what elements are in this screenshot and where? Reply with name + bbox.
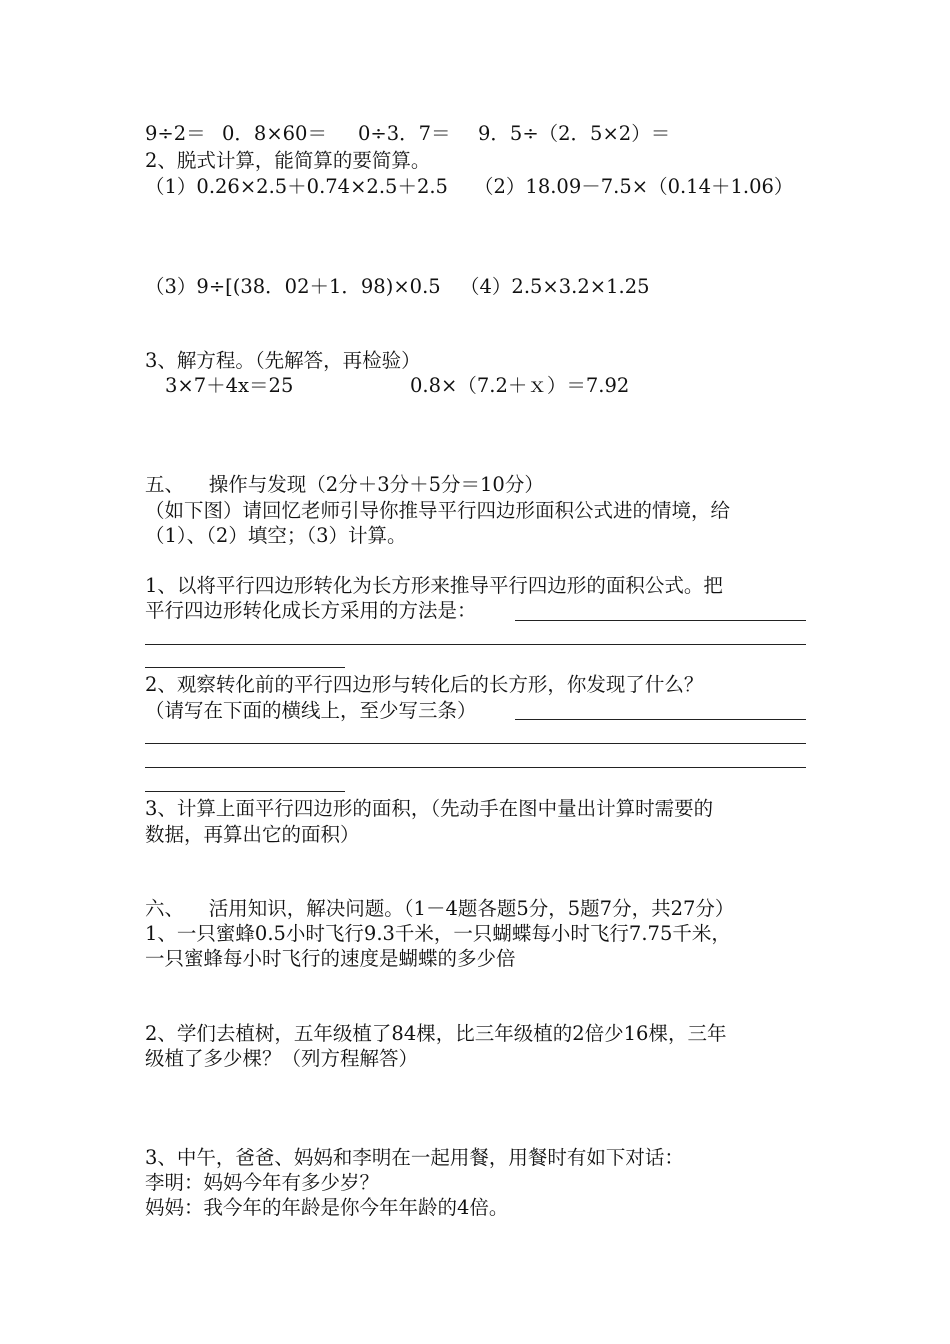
- answer-blank[interactable]: [145, 743, 806, 744]
- section6-q3-line2: 李明：妈妈今年有多少岁？: [145, 1171, 380, 1194]
- answer-blank[interactable]: [515, 719, 806, 720]
- section5-q1-line2: 平行四边形转化成长方采用的方法是：: [145, 599, 477, 622]
- answer-blank[interactable]: [145, 767, 806, 768]
- oral-calc-3: 0÷3．7＝: [358, 122, 451, 145]
- section5-q3-line1: 3、计算上面平行四边形的面积，（先动手在图中量出计算时需要的: [145, 797, 714, 820]
- section5-q3-line2: 数据，再算出它的面积）: [145, 823, 360, 846]
- calc-heading: 2、脱式计算，能简算的要简算。: [145, 149, 431, 172]
- section5-q2-line2: （请写在下面的横线上，至少写三条）: [145, 699, 477, 722]
- calc-problem-3: （3）9÷[(38．02＋1．98)×0.5: [145, 275, 441, 298]
- section5-q1-line1: 1、以将平行四边形转化为长方形来推导平行四边形的面积公式。把: [145, 574, 723, 597]
- oral-calc-1: 9÷2＝: [145, 122, 206, 145]
- equation-heading: 3、解方程。（先解答，再检验）: [145, 349, 421, 372]
- answer-blank[interactable]: [515, 620, 806, 621]
- section5-title: 五、 操作与发现（2分＋3分＋5分＝10分）: [145, 473, 544, 496]
- calc-problem-2: （2）18.09－7.5×（0.14＋1.06）: [474, 175, 794, 198]
- section6-q3-line1: 3、中午，爸爸、妈妈和李明在一起用餐，用餐时有如下对话：: [145, 1146, 684, 1169]
- section6-q2-line1: 2、学们去植树，五年级植了84棵，比三年级植的2倍少16棵，三年: [145, 1022, 727, 1045]
- section5-intro-line2: （1）、（2）填空；（3）计算。: [145, 524, 407, 547]
- answer-blank[interactable]: [145, 644, 806, 645]
- answer-blank[interactable]: [145, 791, 345, 792]
- section6-q1-line1: 1、一只蜜蜂0.5小时飞行9.3千米，一只蝴蝶每小时飞行7.75千米，: [145, 922, 731, 945]
- answer-blank[interactable]: [145, 667, 345, 668]
- section5-q2-line1: 2、观察转化前的平行四边形与转化后的长方形，你发现了什么？: [145, 673, 704, 696]
- calc-problem-1: （1）0.26×2.5＋0.74×2.5＋2.5: [145, 175, 448, 198]
- equation-1: 3×7＋4x＝25: [165, 374, 294, 397]
- section6-q1-line2: 一只蜜蜂每小时飞行的速度是蝴蝶的多少倍: [145, 947, 516, 970]
- equation-2: 0.8×（7.2＋ｘ）＝7.92: [410, 374, 630, 397]
- section6-title: 六、 活用知识，解决问题。（1－4题各题5分，5题7分，共27分）: [145, 897, 735, 920]
- oral-calc-2: 0．8×60＝: [222, 122, 327, 145]
- section6-q3-line3: 妈妈：我今年的年龄是你今年年龄的4倍。: [145, 1196, 509, 1219]
- calc-problem-4: （4）2.5×3.2×1.25: [460, 275, 650, 298]
- oral-calc-4: 9．5÷（2．5×2）＝: [478, 122, 671, 145]
- section5-intro-line1: （如下图）请回忆老师引导你推导平行四边形面积公式进的情境，给: [145, 499, 731, 522]
- section6-q2-line2: 级植了多少棵？（列方程解答）: [145, 1047, 419, 1070]
